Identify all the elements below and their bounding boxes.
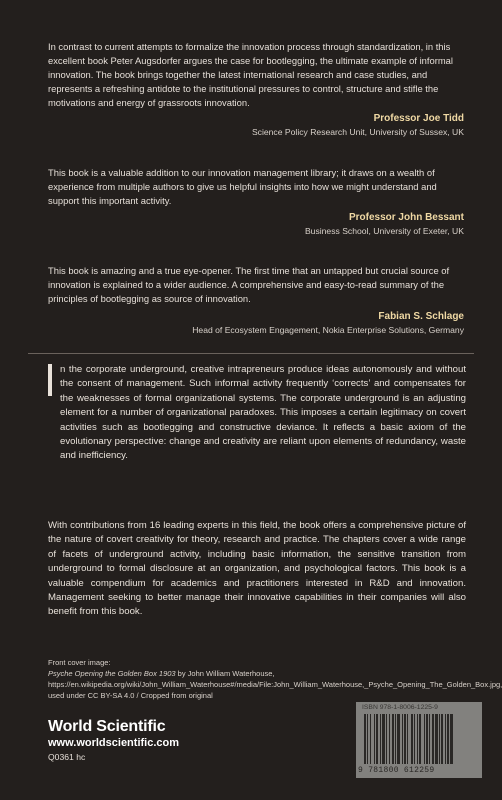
- endorsement-attribution-3: [192, 310, 464, 336]
- barcode-bar: [402, 714, 403, 764]
- quote-text: This book is amazing and a true eye-opener. The first time that an untapped but crucial source of innovation is explained to a wider audience. A comprehensive and easy-to-read summary of the principles of bootlegging as source of innovation.: [48, 265, 450, 304]
- barcode-bar: [382, 714, 385, 764]
- barcode-bar: [397, 714, 400, 764]
- barcode-bar: [432, 714, 434, 764]
- barcode-bar: [429, 714, 430, 764]
- endorser-affiliation: Business School, University of Exeter, UK: [304, 226, 464, 236]
- quote-text: In contrast to current attempts to formalize the innovation process through standardization, in this excellent book Peter Augsdorfer argues the case for bootlegging, the ultimate example of informal innovation. The book brings together the latest international research and case studies, and represents a refreshing antidote to the institutional pressures to control, structure and stifle the motivations and energy of grassroots innovation.: [48, 41, 453, 108]
- product-code: Q0361 hc: [48, 752, 86, 762]
- credits-source: https://en.wikipedia.org/wiki/John_William_Waterhouse#/media/File:John_William_Waterhouse,_Psyche_Opening_The_Golden_Box.jpg, used under CC BY-SA 4.0 / Cropped from original: [48, 680, 502, 700]
- barcode-bar: [414, 714, 415, 764]
- barcode-bar: [404, 714, 406, 764]
- endorsement-attribution-1: [252, 112, 464, 138]
- barcode-bar: [450, 714, 453, 764]
- barcode-bar: [367, 714, 368, 764]
- isbn-barcode: [356, 702, 482, 778]
- endorser-name: Fabian S. Schlage: [378, 311, 464, 322]
- barcode-bar: [419, 714, 421, 764]
- barcode-bar: [386, 714, 387, 764]
- barcode-bar: [447, 714, 449, 764]
- endorser-name: Professor Joe Tidd: [373, 113, 464, 124]
- barcode-graphic: [358, 714, 480, 766]
- barcode-bar: [380, 714, 381, 764]
- endorsement-attribution-2: [305, 211, 464, 237]
- description-paragraph-2: With contributions from 16 leading experts in this field, the book offers a comprehensive picture of the nature of covert creativity for theory, research and practice. The chapters cover a wide range of facets of underground activity, including basic information, the sensitive transition from underground to formal disclosure at an organization, and psychological factors. This book is a valuable compendium for academics and practitioners interested in R&D and innovation. Management seeking to better manage their innovative capabilities in their companies will also benefit from this book.: [48, 520, 466, 618]
- barcode-bar: [364, 714, 366, 764]
- barcode-bar: [392, 714, 394, 764]
- artwork-title: Psyche Opening the Golden Box 1903: [48, 669, 176, 678]
- endorser-affiliation: Science Policy Research Unit, University of Sussex, UK: [251, 127, 464, 137]
- credits-line: [48, 668, 478, 679]
- barcode-bar: [374, 714, 375, 764]
- publisher-name: World Scientific: [48, 718, 166, 735]
- barcode-bar: [424, 714, 425, 764]
- barcode-bar: [407, 714, 408, 764]
- barcode-bar: [435, 714, 438, 764]
- cover-image-credits: [48, 657, 502, 701]
- endorser-affiliation: Head of Ecosystem Engagement, Nokia Enterprise Solutions, Germany: [192, 325, 464, 335]
- quote-text: This book is a valuable addition to our innovation management library; it draws on a wealth of experience from multiple authors to give us helpful insights into how we might understand and support this important activity.: [48, 167, 437, 206]
- credits-heading: Front cover image:: [48, 658, 111, 667]
- endorsement-quote-2: [48, 166, 466, 208]
- barcode-bar: [370, 714, 371, 764]
- barcode-bar: [395, 714, 396, 764]
- endorser-name: Professor John Bessant: [348, 212, 464, 223]
- barcode-number: 9 781800 612259: [358, 766, 435, 775]
- endorsement-quote-3: [48, 264, 466, 306]
- barcode-bar: [417, 714, 418, 764]
- barcode-bar: [376, 714, 378, 764]
- barcode-bar: [439, 714, 440, 764]
- drop-cap-letter-i: [48, 364, 52, 396]
- publisher-url: www.worldscientific.com: [48, 737, 180, 749]
- barcode-bar: [389, 714, 390, 764]
- barcode-bar: [426, 714, 428, 764]
- barcode-bar: [445, 714, 446, 764]
- section-divider: [28, 353, 474, 354]
- isbn-label: ISBN 978-1-8006-1225-9: [362, 704, 438, 711]
- artwork-artist: by John William Waterhouse,: [175, 669, 275, 678]
- endorsement-quote-1: [48, 40, 466, 110]
- barcode-bar: [441, 714, 443, 764]
- publisher-block: [48, 718, 179, 764]
- barcode-bar: [411, 714, 413, 764]
- description-paragraph-1: n the corporate underground, creative intrapreneurs produce ideas autonomously and without the consent of management. Such informal activity frequently ‘corrects’ and compensates for the weaknesses of formal organizational systems. The corporate underground is an adjusting element for a number of organizational paradoxes. This imposes a certain legitimacy on covert activities such as bootlegging and constructive deviance. It reflects a basic axiom of the evolutionary perspective: change and creativity are reliant upon elements of redundancy, waste and inefficiency.: [60, 364, 466, 462]
